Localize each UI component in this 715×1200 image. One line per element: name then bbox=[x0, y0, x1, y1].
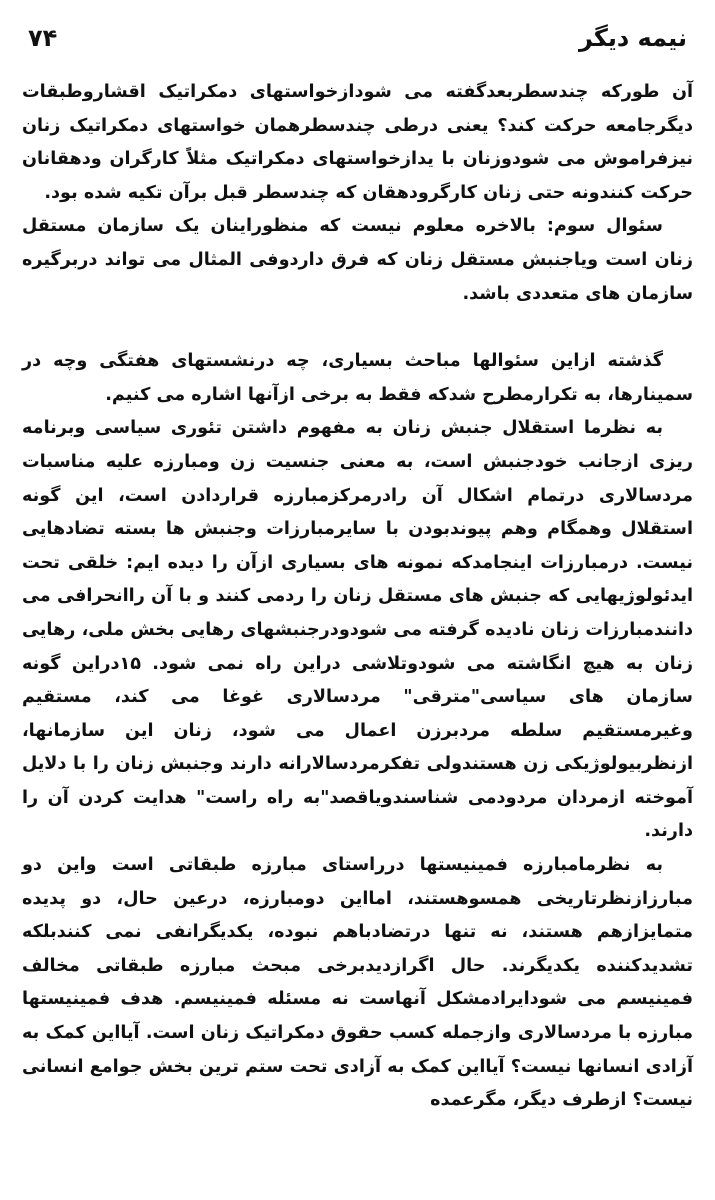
paragraph-4: به نظرما استقلال جنبش زنان به مفهوم داشتن تئوری سیاسی وبرنامه ریزی ازجانب خودجنبش است، به معنی جنسیت زن ومبارزه علیه مناسبات مردسالاری درتمام اشکال آن رادرمرکزمبارزه قراردادن است، این گونه استقلال وهمگام وهم پیوندبودن با سایرمبارزات وجنبش ها بسته تضادهایی نیست. درمبارزات اینجامدکه نمونه های بسیاری ازآن را دیده ایم: خلقی تحت ایدئولوژیهایی که جنبش های مستقل زنان را ردمی کنند و با آن راانحرافی می دانندمبارزات زنان نادیده گرفته می شودودرجنبشهای رهایی بخش ملی، رهایی زنان به هیچ انگاشته می شودوتلاشی دراین راه نمی شود. ۱۵دراین گونه سازمان های سیاسی"مترقی" مردسالاری غوغا می کند، مستقیم وغیرمستقیم سلطه مردبرزن اعمال می شود، زنان این سازمانها، ازنظربیولوژیکی زن هستندولی تفکرمردسالارانه دارند وجنبش زنان را با دلایل آموخته ازمردان مردودمی شناسندویاقصد"به راه راست" هدایت کردن آن را دارند. bbox=[22, 418, 693, 842]
page-header bbox=[28, 18, 687, 58]
paragraph-5: به نظرمامبارزه فمینیستها درراستای مبارزه طبقاتی است واین دو مبارزازنظرتاریخی همسوهستند، امااین دومبارزه، درعین حال، دو پدیده متمایزازهم هستند، نه تنها درتضادباهم نبوده، یکدیگرانفی نمی کنندبلکه تشدیدکننده یکدیگرند. حال اگرازدیدبرخی مبحث مبارزه طبقاتی مخالف فمینیسم می شودایرادمشکل آنهاست نه مسئله فمینیسم. هدف فمینیستها مبارزه با مردسالاری وازجمله کسب حقوق دمکراتیک زنان است. آیااین کمک به آزادی انسانها نیست؟ آیااین کمک به آزادی تحت ستم ترین بخش جوامع انسانی نیست؟ ازطرف دیگر، مگرعمده bbox=[22, 855, 693, 1111]
paragraph-1: آن طورکه چندسطربعدگفته می شودازخواستهای دمکراتیک اقشاروطبقات دیگرجامعه حرکت کند؟ یعنی درطی چندسطرهمان خواستهای دمکراتیک زنان نیزفراموش می شودوزنان با یدازخواستهای دمکراتیک مثلاً کارگران ودهقانان حرکت کنندونه حتی زنان کارگرودهقان که چندسطر قبل برآن تکیه شده بود. bbox=[22, 82, 693, 203]
running-title: نیمه دیگر bbox=[578, 24, 687, 52]
paragraph-gap bbox=[22, 311, 693, 345]
paragraph-2: سئوال سوم: بالاخره معلوم نیست که منظوراینان یک سازمان مستقل زنان است ویاجنبش مستقل زنان که فرق داردوفی المثال می تواند دربرگیره سازمان های متعددی باشد. bbox=[22, 216, 693, 304]
page-number: ۷۴ bbox=[28, 24, 58, 52]
body-text bbox=[22, 76, 693, 1118]
paragraph-3: گذشته ازاین سئوالها مباحث بسیاری، چه درنشستهای هفتگی وچه در سمینارها، به تکرارمطرح شدکه فقط به برخی ازآنها اشاره می کنیم. bbox=[22, 351, 693, 405]
